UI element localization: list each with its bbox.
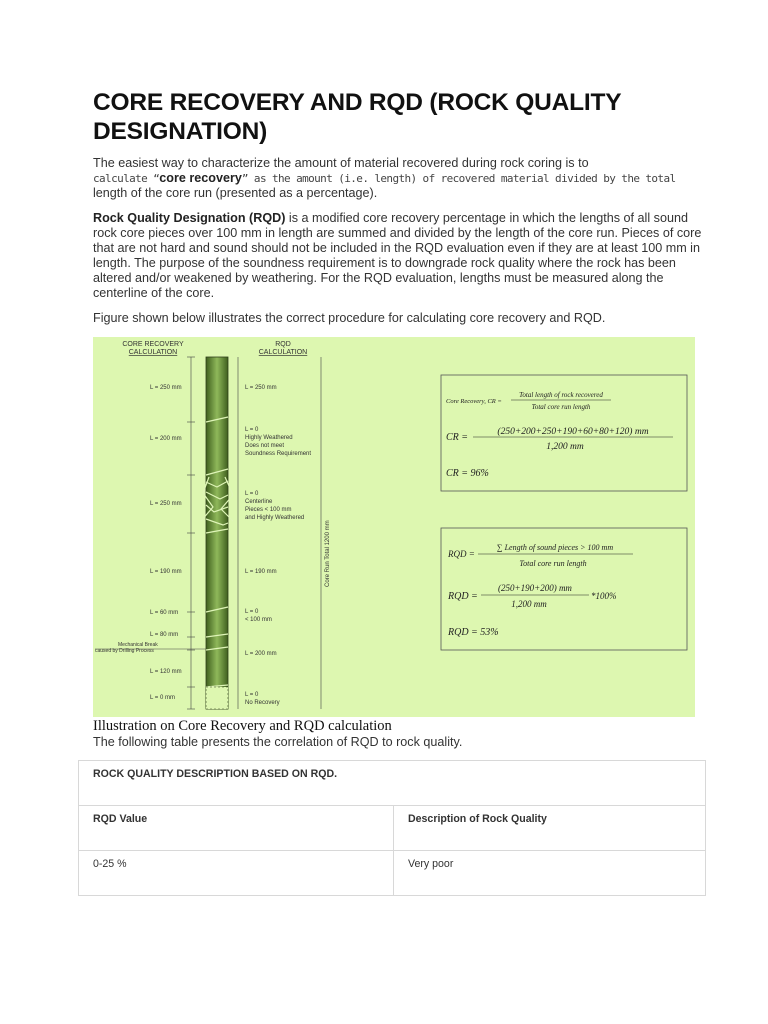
header-description: Description of Rock Quality [394, 806, 706, 851]
rqd-lhs: RQD = [448, 549, 475, 559]
right-label-3c: Pieces < 100 mm [245, 507, 292, 513]
right-label-2a: L = 0 [245, 427, 259, 433]
rqd-paragraph [93, 211, 708, 301]
cr-line2-den: 1,200 mm [546, 442, 584, 452]
right-label-3d: and Highly Weathered [245, 515, 305, 521]
table-title: ROCK QUALITY DESCRIPTION BASED ON RQD. [79, 761, 706, 806]
cr-result: CR = 96% [446, 468, 489, 479]
mechanical-break-2: caused by Drilling Process [95, 648, 154, 654]
rqd-line2-num: (250+190+200) mm [498, 583, 572, 593]
left-label-5: L = 60 mm [150, 610, 179, 616]
right-label-2c: Does not meet [245, 443, 285, 449]
right-label-5b: < 100 mm [245, 617, 272, 623]
table-header-row [79, 806, 706, 851]
right-label-2d: Soundness Requirement [245, 451, 312, 457]
core-run-label: Core Run Total 1200 mm [325, 520, 331, 587]
right-label-4: L = 190 mm [245, 569, 277, 575]
intro-line-1: The easiest way to characterize the amount of material recovered during rock coring is to [93, 156, 589, 170]
intro-paragraph [93, 156, 708, 201]
cell-description: Very poor [394, 851, 706, 896]
rqd-line2-tail: *100% [591, 591, 617, 601]
right-label-2b: Highly Weathered [245, 435, 293, 441]
right-label-6: L = 200 mm [245, 651, 277, 657]
rqd-line2-den: 1,200 mm [511, 599, 547, 609]
right-label-3b: Centerline [245, 499, 273, 505]
mechanical-break-1: Mechanical Break [118, 642, 158, 648]
left-label-2: L = 200 mm [150, 436, 182, 442]
core-recovery-figure [93, 337, 695, 717]
left-header-1: CORE RECOVERY [122, 341, 184, 348]
header-rqd-value: RQD Value [79, 806, 394, 851]
page-title: CORE RECOVERY AND RQD (ROCK QUALITY DESIGNATION) [93, 89, 621, 145]
rqd-result: RQD = 53% [448, 627, 499, 638]
right-label-7b: No Recovery [245, 700, 280, 706]
left-label-8: L = 0 mm [150, 695, 175, 701]
right-label-5a: L = 0 [245, 609, 259, 615]
no-recovery-zone [206, 687, 228, 709]
right-label-7a: L = 0 [245, 692, 259, 698]
left-label-4: L = 190 mm [150, 569, 182, 575]
cr-num: Total length of rock recovered [519, 391, 603, 399]
cr-lhs: Core Recovery, CR = [446, 398, 502, 405]
cr-line2-lhs: CR = [446, 432, 469, 443]
core-recovery-term: core recovery [159, 171, 242, 185]
right-label-1: L = 250 mm [245, 385, 277, 391]
left-label-7: L = 120 mm [150, 669, 182, 675]
cr-den: Total core run length [531, 403, 591, 411]
right-label-3a: L = 0 [245, 491, 259, 497]
figure-caption: Illustration on Core Recovery and RQD calculation [93, 718, 392, 734]
intro-line-3: length of the core run (presented as a percentage). [93, 186, 378, 200]
table-row [79, 851, 706, 896]
rqd-den: Total core run length [519, 559, 587, 568]
cr-line2-num: (250+200+250+190+60+80+120) mm [497, 427, 649, 437]
table-intro: The following table presents the correlation of RQD to rock quality. [93, 735, 463, 749]
rqd-term: Rock Quality Designation (RQD) [93, 211, 286, 225]
intro-line-2-suffix: ” as the amount (i.e. length) of recovered material divided by the total [241, 172, 676, 185]
rqd-num: ∑ Length of sound pieces > 100 mm [496, 543, 614, 552]
rqd-text: is a modified core recovery percentage in which the lengths of all sound rock core pieces over 100 mm in length are summed and divided by the length of the core run. Pieces of core that are not hard and sound should not be included in the RQD evaluation even if they are at least 100 mm in length. The purpose of the soundness requirement is to downgrade rock quality where the rock has been altered and/or weakened by weathering. For the RQD evaluation, lengths must be measured along the centerline of the core. [93, 211, 702, 300]
left-label-1: L = 250 mm [150, 385, 182, 391]
left-header-2: CALCULATION [128, 349, 178, 356]
right-header-2: CALCULATION [258, 349, 308, 356]
left-label-6: L = 80 mm [150, 632, 179, 638]
intro-line-2-prefix: calculate “ [93, 172, 160, 185]
cell-rqd-value: 0-25 % [79, 851, 394, 896]
table-title-row [79, 761, 706, 806]
right-header-1: RQD [275, 341, 291, 348]
left-label-3: L = 250 mm [150, 501, 182, 507]
figure-intro: Figure shown below illustrates the correct procedure for calculating core recovery and RQD. [93, 311, 606, 325]
rqd-line2-lhs: RQD = [448, 591, 478, 602]
rqd-table [78, 760, 706, 896]
